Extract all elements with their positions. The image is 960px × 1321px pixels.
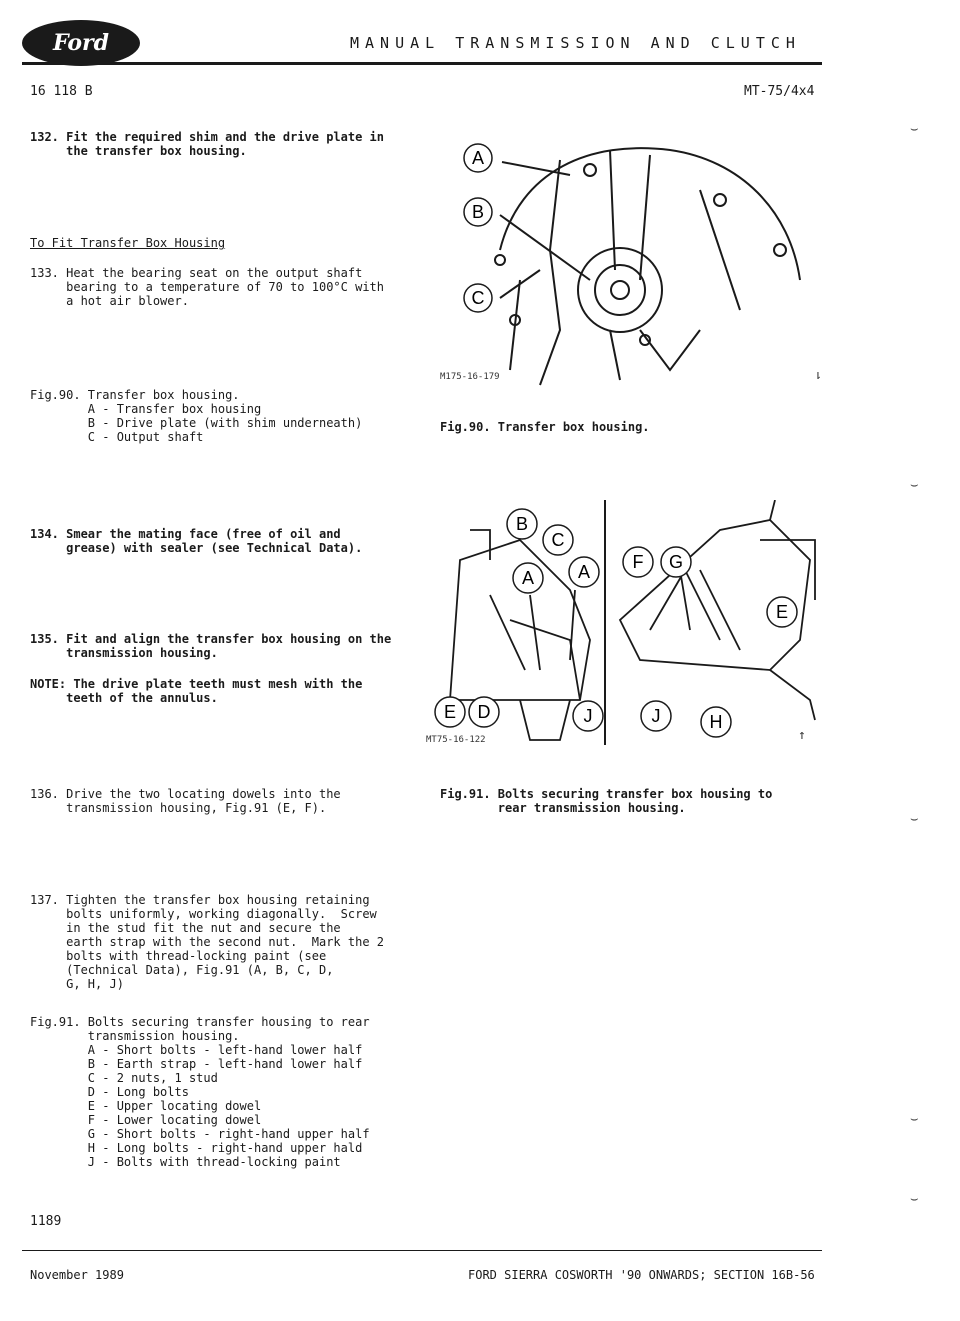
fig90-legend: Fig.90. Transfer box housing. A - Transfer box housing B - Drive plate (with shim underneath) C - Output shaft	[30, 388, 363, 444]
fig90-label-a: A	[471, 148, 485, 168]
footer-date: November 1989	[30, 1268, 124, 1282]
margin-mark: ⌣	[910, 1112, 919, 1127]
fig91-legend: Fig.91. Bolts securing transfer housing to rear transmission housing. A - Short bolts - left-hand lower half B - Earth strap - left-hand lower half C - 2 nuts, 1 stud D - Long bolts E - Upper locating dowel F - Lower locating dowel G - Short bolts - right-hand upper half H - Long bolts - right-hand upper hald J - Bolts with thread-locking paint	[30, 1015, 370, 1169]
step-133: 133. Heat the bearing seat on the output shaft bearing to a temperature of 70 to 100°C with a hot air blower.	[30, 266, 385, 308]
fig91-label-j: J	[583, 706, 593, 726]
fig91-diagram	[420, 500, 820, 750]
margin-mark: ⌣	[910, 1192, 919, 1207]
fig91-label-d: D	[477, 702, 491, 722]
step-136: 136. Drive the two locating dowels into the transmission housing, Fig.91 (E, F).	[30, 787, 341, 815]
ford-logo	[22, 20, 140, 66]
step-137: 137. Tighten the transfer box housing retaining bolts uniformly, working diagonally. Screw in the stud fit the nut and secure the earth strap with the second nut. Mark the 2 bolts with thread-locking paint (see (Technical Data), Fig.91 (A, B, C, D, G, H, J)	[30, 893, 385, 991]
fig91-code: MT75-16-122	[426, 735, 486, 745]
fig90-diagram	[440, 130, 830, 390]
arrow-mark: ⇂	[814, 368, 822, 383]
page-number: 1189	[30, 1214, 62, 1229]
fig91-label-g: G	[668, 552, 684, 572]
fig90-label-b: B	[471, 202, 485, 222]
fig91-caption: Fig.91. Bolts securing transfer box housing to rear transmission housing.	[440, 787, 773, 815]
margin-mark: ⌣	[910, 812, 919, 827]
section-heading: To Fit Transfer Box Housing	[30, 236, 226, 250]
step-135: 135. Fit and align the transfer box housing on the transmission housing.	[30, 632, 392, 660]
fig91-label-a1: A	[521, 568, 535, 588]
fig91-label-c: C	[551, 530, 565, 550]
fig91-label-e: E	[443, 702, 457, 722]
section-code: 16 118 B	[30, 84, 93, 99]
margin-mark: ⌣	[910, 478, 919, 493]
ford-logo-text: Ford	[52, 30, 110, 56]
step-132: 132. Fit the required shim and the drive plate in the transfer box housing.	[30, 130, 385, 158]
page-title: MANUAL TRANSMISSION AND CLUTCH	[350, 34, 801, 52]
fig90-code: M175-16-179	[440, 372, 500, 382]
fig91-label-e2: E	[775, 602, 789, 622]
step-134: 134. Smear the mating face (free of oil and grease) with sealer (see Technical Data).	[30, 527, 363, 555]
footer-rule	[22, 1250, 822, 1251]
fig91-label-b: B	[515, 514, 529, 534]
fig90-caption: Fig.90. Transfer box housing.	[440, 420, 650, 434]
transmission-code: MT-75/4x4	[744, 84, 815, 99]
up-arrow-mark: ↑	[798, 728, 806, 743]
note: NOTE: The drive plate teeth must mesh with the teeth of the annulus.	[30, 677, 363, 705]
fig91-label-f: F	[632, 552, 644, 572]
fig91-label-j2: J	[651, 706, 661, 726]
fig90-label-c: C	[471, 288, 485, 308]
margin-mark: ⌣	[910, 122, 919, 137]
footer-publication: FORD SIERRA COSWORTH '90 ONWARDS; SECTION 16B-56	[468, 1268, 815, 1282]
fig91-label-h: H	[709, 712, 723, 732]
fig91-label-a2: A	[577, 562, 591, 582]
header-rule	[22, 62, 822, 65]
